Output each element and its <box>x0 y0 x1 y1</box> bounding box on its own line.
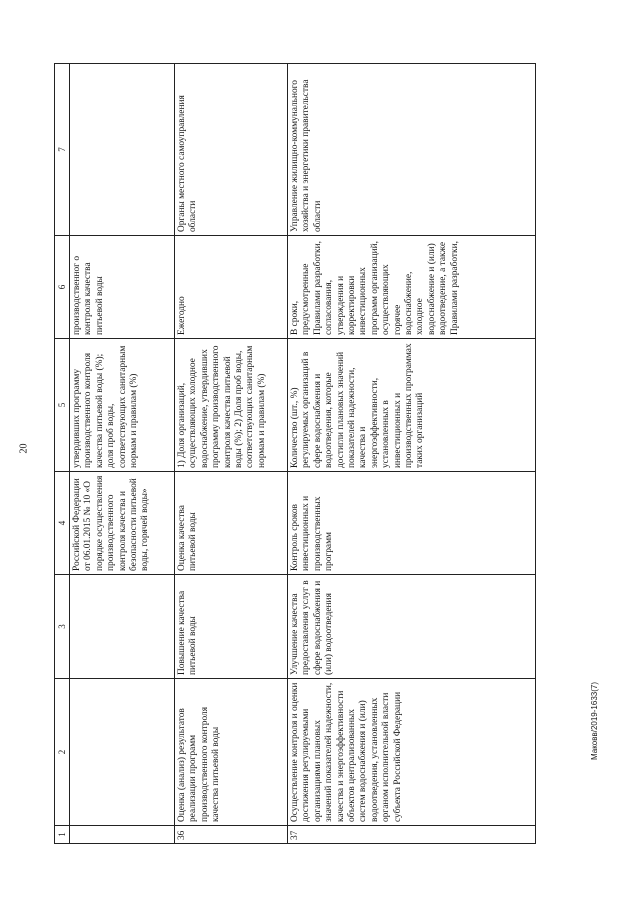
header-col-7: 7 <box>55 64 70 236</box>
cell-goal: Повышение качества питьевой воды <box>175 575 288 679</box>
header-row <box>55 64 70 844</box>
cell-measure: Оценка (анализ) результатов реализации программ производственного контроля качества питьевой воды <box>175 679 288 826</box>
cell-indicator: Количество (шт., %) регулируемых организаций в сфере водоснабжения и водоотведения, которые достигли плановых значений показателей надежности, качества и энергоэффективности, установленных в инвестиционных и производственных программах таких организаций <box>288 339 536 472</box>
document-code <box>590 682 610 780</box>
cell-goal <box>70 575 175 679</box>
cell-indicator: 1) Доля организаций, осуществляющих холодное водоснабжение, утвердивших программу производственного контроля качества питьевой воды (%); 2) Доля проб воды, соответствующих санитарным нормам и правилам (%) <box>175 339 288 472</box>
header-col-3: 3 <box>55 575 70 679</box>
measures-table <box>54 63 536 844</box>
cell-responsible: Органы местного самоуправления области <box>175 64 288 236</box>
page-number: 20 <box>18 443 30 454</box>
cell-deadline: В сроки, предусмотренные Правилами разработки, согласования, утверждения и корректировки инвестиционных программ организаций, осуществляющих горячее водоснабжение, холодное водоснабжение и (или) водоотведение, а также Правилами разработки, <box>288 236 536 339</box>
cell-basis: Контроль сроков инвестиционных и производственных программ <box>288 472 536 575</box>
table-row-36 <box>175 64 288 844</box>
cell-deadline: производственног о контроля качества питьевой воды <box>70 236 175 339</box>
document-code-text: Маковв/2019-1633(7) <box>590 682 599 760</box>
cell-basis: Оценка качества питьевой воды <box>175 472 288 575</box>
cell-measure <box>70 679 175 826</box>
cell-measure: Осуществление контроля и оценки достижения регулируемыми организациями плановых значений показателей надежности, качества и энергоэффективности объектов централизованных систем водоснабжения и (или) водоотведения, установленных органом исполнительной власти субъекта Российской Федерации <box>288 679 536 826</box>
cell-responsible: Управление жилищно-коммунального хозяйства и энергетики правительства области <box>288 64 536 236</box>
header-col-5: 5 <box>55 339 70 472</box>
cell-goal: Улучшение качества предоставления услуг в сфере водоснабжения и (или) водоотведения <box>288 575 536 679</box>
header-col-1: 1 <box>55 826 70 844</box>
cell-responsible <box>70 64 175 236</box>
table-row-37 <box>288 64 536 844</box>
cell-indicator: утвердивших программу производственного контроля качества питьевой воды (%); доля проб воды, соответствующих санитарным нормам и правилам (%) <box>70 339 175 472</box>
header-col-2: 2 <box>55 679 70 826</box>
cell-basis: Российской Федерации от 06.01.2015 № 10 «О порядке осуществления производственного контроля качества и безопасности питьевой воды, горячей воды» <box>70 472 175 575</box>
cell-number: 37 <box>288 826 536 844</box>
rotated-table-wrapper <box>54 64 568 844</box>
cell-deadline: Ежегодно <box>175 236 288 339</box>
header-col-6: 6 <box>55 236 70 339</box>
cell-number <box>70 826 175 844</box>
cell-number: 36 <box>175 826 288 844</box>
table-row-continuation <box>70 64 175 844</box>
header-col-4: 4 <box>55 472 70 575</box>
